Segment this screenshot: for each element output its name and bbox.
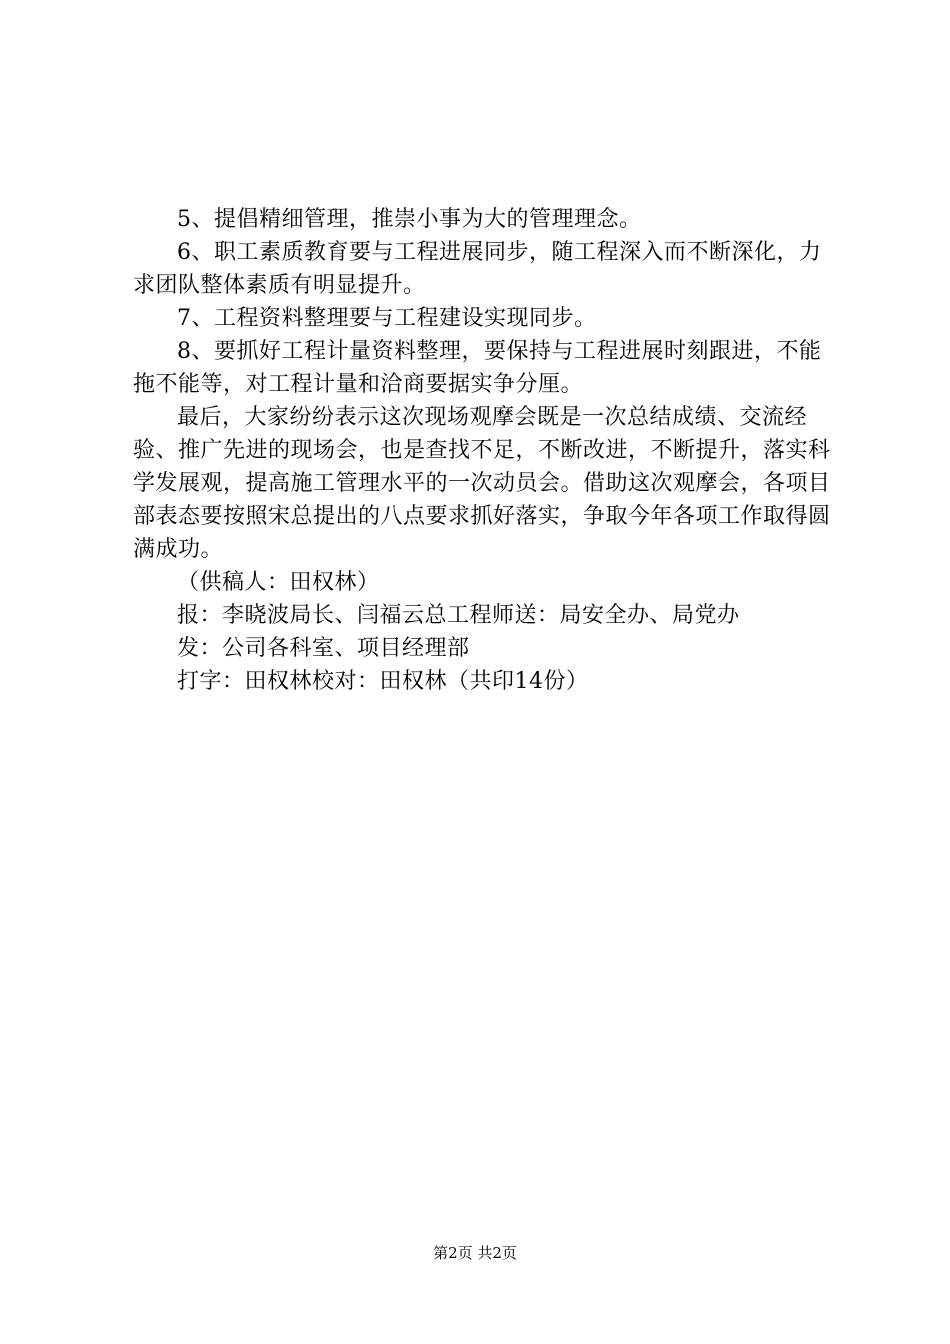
paragraph-item-6: 6、职工素质教育要与工程进展同步，随工程深入而不断深化，力求团队整体素质有明显提升。 [133, 240, 822, 298]
paragraph-item-5: 5、提倡精细管理，推崇小事为大的管理理念。 [177, 207, 642, 232]
distribute-line: 发：公司各科室、项目经理部 [177, 636, 470, 661]
typing-line: 打字：田权林校对：田权林（共印14份） [177, 669, 589, 694]
page-number: 第2页 共2页 [433, 1244, 517, 1262]
paragraph-item-8: 8、要抓好工程计量资料整理，要保持与工程进展时刻跟进，不能拖不能等，对工程计量和洽商要据实争分厘。 [133, 339, 822, 397]
report-line: 报：李晓波局长、闫福云总工程师送：局安全办、局党办 [177, 603, 740, 628]
paragraph-conclusion: 最后，大家纷纷表示这次现场观摩会既是一次总结成绩、交流经验、推广先进的现场会，也是查找不足，不断改进，不断提升，落实科学发展观，提高施工管理水平的一次动员会。借助这次观摩会，各项目部表态要按照宋总提出的八点要求抓好落实，争取今年各项工作取得圆满成功。 [133, 405, 831, 562]
paragraph-item-7: 7、工程资料整理要与工程建设实现同步。 [177, 306, 597, 331]
document-body [133, 203, 833, 698]
contributor-line: （供稿人：田权林） [177, 570, 380, 595]
